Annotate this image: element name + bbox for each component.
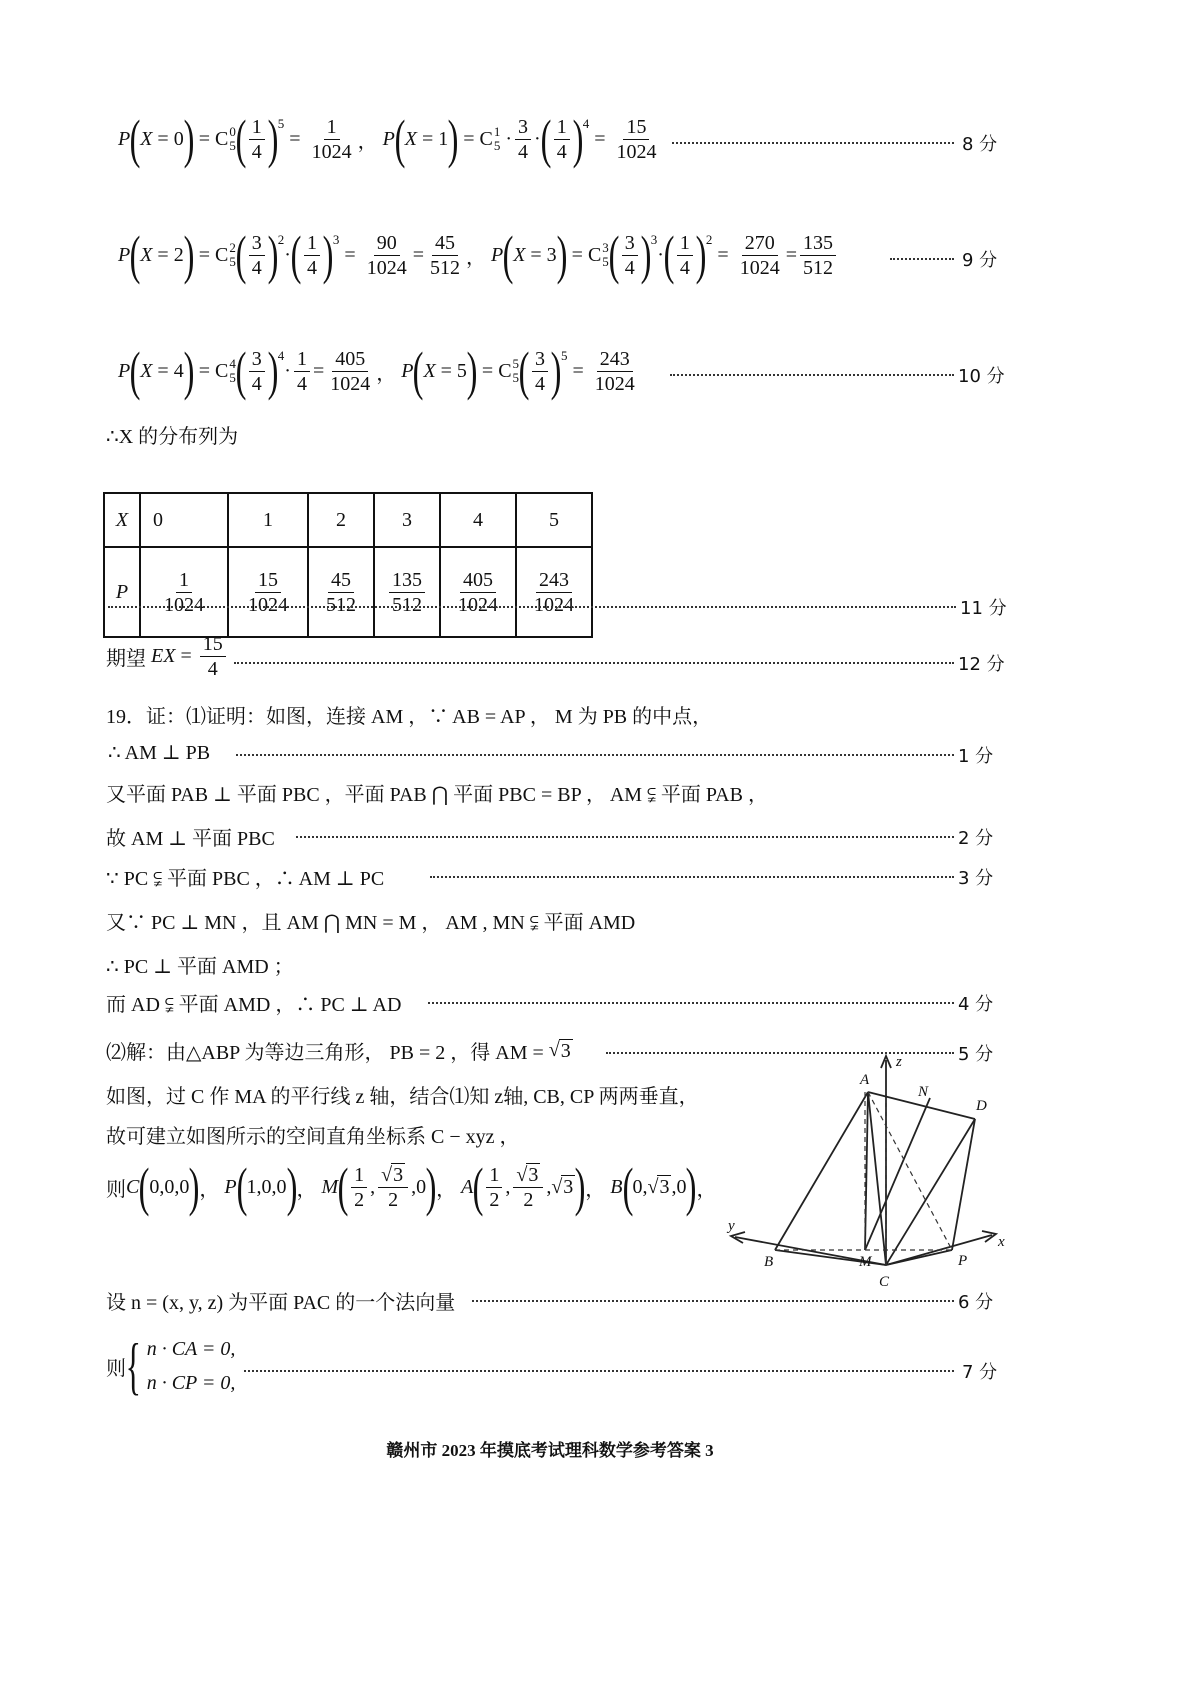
coordinate-figure [720,1050,1020,1300]
score-6: 6 分 [958,1292,994,1313]
step-4: 而 AD ⫋ 平面 AMD ，∴ PC ⊥ AD [106,994,402,1016]
score-11: 11 分 [960,598,1007,619]
score-5: 5 分 [958,1044,994,1065]
dot-leader [234,662,954,664]
label-A: A [860,1072,870,1088]
part-2-line: ⑵解：由△ABP 为等边三角形， PB = 2 ，得 AM = √ 3 [106,1039,571,1064]
label-M: M [859,1254,872,1270]
prob-line-3: P ( X = 4 ) = C 4 5 ( $\frac{3}{4}$ ) $^4$ · $\frac{1}{4}$ = $\frac{405}{1024}$ ， P ( X = 5 ) = C 5 5 ( $\frac{3}{4}$ ) $^5$ = $\frac{243}{1024}$ [118,341,635,401]
step-1: ∴ AM ⊥ PB [108,742,211,764]
eq-2: n · CP = 0, [146,1372,236,1394]
prob-line-1: P ( X = 0 ) = C 0 5 ( $\frac{1}{4}$ ) $^5$ = $\frac{1}{1024}$ ， P ( X = 1 ) = C 1 5 · $\frac{3}{4}$ · ( $\frac{1}{4}$ ) $^4$ = $\frac{15}{1024}$ [118,109,657,169]
coord-line-1: 如图，过 C 作 MA 的平行线 z 轴，结合⑴知 z轴, CB, CP 两两垂直， [106,1086,699,1108]
normal-line: 设 n = (x, y, z) 为平面 PAC 的一个法向量 [106,1292,456,1314]
dot-leader [670,374,954,376]
label-P: P [958,1253,968,1269]
q19-intro: 19．证：⑴证明：如图，连接 AM ，∵ AB = AP ， M 为 PB 的中点， [106,706,713,728]
prob-line-2: P ( X = 2 ) = C 2 5 ( $\frac{3}{4}$ ) $^2$ · ( $\frac{1}{4}$ ) $^3$ = $\frac{90}{1024}$ = $\frac{45}{512}$ ， P ( X = 3 ) = C 3 5 ( $\frac{3}{4}$ ) $^3$ · ( $\frac{1}{4}$ ) $^2$ = $\frac{270}{1024}$ = $\frac{135}{512}$ [118,228,839,282]
step-mn: 又∵ PC ⊥ MN ，且 AM ⋂ MN = M ， AM , MN ⫋ 平面 AMD [106,912,636,934]
dot-leader [296,836,954,838]
score-7: 7 分 [962,1362,998,1383]
eq-1: n · CA = 0, [146,1338,236,1360]
page-footer: 赣州市 2023 年摸底考试理科数学参考答案 3 [386,1441,714,1460]
score-3: 3 分 [958,868,994,889]
step-3: ∵ PC ⫋ 平面 PBC ，∴ AM ⊥ PC [106,868,385,890]
expectation-line: 期望 EX = $\frac{15}{4}$ [106,632,229,681]
coord-points: 则 C ( 0,0,0 ) ， P ( 1,0,0 ) ， M ( $\frac{1}{2}$ , $\frac{√3}{2}$ ,0 ) ， A ( $\frac{1}{2}$ , $\frac{√3}{2}$ ,√ 3 ) ， B ( 0,√ 3 ,0 ) ， [106,1157,717,1217]
p-value-cell: $\frac{243}{1024}$ [516,547,592,637]
label-D: D [976,1098,987,1114]
p-value-cell: $\frac{405}{1024}$ [440,547,516,637]
score-10: 10 分 [958,366,1005,387]
label-z: z [896,1054,902,1070]
header-cell: 2 [308,493,374,547]
distribution-table [103,492,593,638]
label-N: N [918,1084,929,1100]
dot-leader [428,1002,954,1004]
header-cell: 3 [374,493,440,547]
header-cell: 5 [516,493,592,547]
dot-leader [108,606,956,608]
header-cell: X [104,493,140,547]
dot-leader [430,876,954,878]
score-1: 1 分 [958,746,994,767]
score-9: 9 分 [962,250,998,271]
dot-leader [244,1370,954,1372]
system-block: 则 { n · CA = 0, n · CP = 0, [106,1330,236,1401]
label-C: C [879,1274,890,1290]
dot-leader [672,142,954,144]
label-x: x [998,1234,1005,1250]
p-value-cell: $\frac{45}{512}$ [308,547,374,637]
p-value-cell: $\frac{135}{512}$ [374,547,440,637]
header-cell: 4 [440,493,516,547]
dot-leader [472,1300,954,1302]
label-y: y [728,1218,735,1234]
score-12: 12 分 [958,654,1005,675]
label-B: B [764,1254,774,1270]
header-cell: 0 [140,493,228,547]
score-2: 2 分 [958,828,994,849]
header-cell: 1 [228,493,308,547]
dot-leader [236,754,954,756]
dot-leader [890,258,954,260]
score-4: 4 分 [958,994,994,1015]
step-2: 故 AM ⊥ 平面 PBC [106,828,275,850]
coord-line-2: 故可建立如图所示的空间直角坐标系 C − xyz ， [106,1126,520,1148]
step-pc: ∴ PC ⊥ 平面 AMD ； [106,956,294,978]
p-value-cell: $\frac{1}{1024}$ [140,547,228,637]
dist-intro: ∴X 的分布列为 [106,426,239,448]
score-8: 8 分 [962,134,998,155]
step-plane: 又平面 PAB ⊥ 平面 PBC ，平面 PAB ⋂ 平面 PBC = BP ， AM ⫋ 平面 PAB ， [106,784,768,806]
p-value-cell: $\frac{15}{1024}$ [228,547,308,637]
p-label-cell: P [104,547,140,637]
